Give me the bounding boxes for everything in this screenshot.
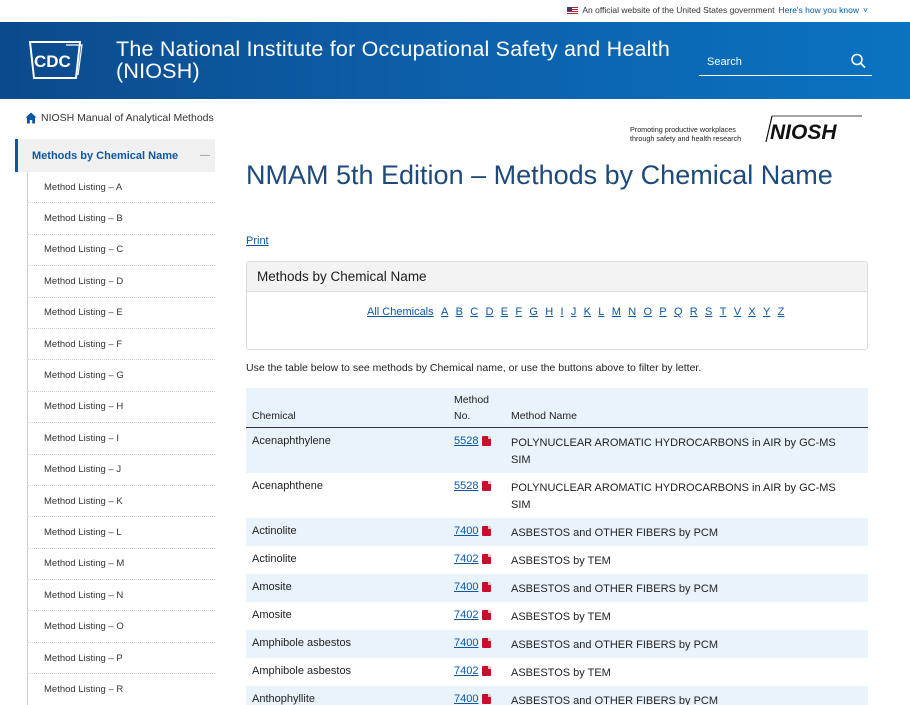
cell-method-name: ASBESTOS by TEM <box>511 555 611 567</box>
column-header-method-name[interactable]: Method Name <box>511 410 577 422</box>
niosh-tagline-line-1: Promoting productive workplaces <box>630 125 736 134</box>
sidebar-item-o[interactable]: Method Listing – O <box>28 611 215 642</box>
method-link[interactable]: 7400 <box>454 525 479 537</box>
sidebar-home-label: NIOSH Manual of Analytical Methods <box>41 112 214 124</box>
cell-chemical: Acenaphthene <box>252 480 323 492</box>
cell-method-number <box>454 553 491 565</box>
sidebar-home-link[interactable] <box>15 110 215 126</box>
filter-letter-j[interactable]: J <box>570 306 577 318</box>
pdf-icon[interactable] <box>482 554 491 564</box>
table-row <box>246 428 868 473</box>
gov-banner <box>0 0 910 22</box>
filter-letter-b[interactable]: B <box>455 306 463 318</box>
filter-letter-n[interactable]: N <box>628 306 637 318</box>
filter-letter-k[interactable]: K <box>583 306 591 318</box>
us-flag-icon <box>567 7 578 14</box>
sidebar-item-h[interactable]: Method Listing – H <box>28 392 215 423</box>
sidebar-item-i[interactable]: Method Listing – I <box>28 423 215 454</box>
niosh-wordmark-text: NIOSH <box>770 121 837 144</box>
cell-method-number <box>454 693 491 705</box>
methods-table <box>246 388 868 705</box>
table-row <box>246 473 868 518</box>
cell-chemical: Actinolite <box>252 525 297 537</box>
pdf-icon[interactable] <box>482 526 491 536</box>
sidebar-item-a[interactable]: Method Listing – A <box>28 172 215 203</box>
search-input[interactable] <box>699 49 872 76</box>
sidebar-item-r[interactable]: Method Listing – R <box>28 674 215 705</box>
filter-letter-o[interactable]: O <box>643 306 652 318</box>
cell-method-name: ASBESTOS and OTHER FIBERS by PCM <box>511 695 719 705</box>
filter-letter-f[interactable]: F <box>515 306 523 318</box>
table-header <box>246 388 868 428</box>
column-header-method-no[interactable]: Method No. <box>454 394 490 422</box>
sidebar-item-l[interactable]: Method Listing – L <box>28 517 215 548</box>
sidebar-item-c[interactable]: Method Listing – C <box>28 235 215 266</box>
home-icon <box>25 112 37 124</box>
cell-chemical: Amphibole asbestos <box>252 665 352 677</box>
filter-letter-q[interactable]: Q <box>673 306 683 318</box>
search-placeholder: Search <box>707 56 742 68</box>
sidebar-item-f[interactable]: Method Listing – F <box>28 329 215 360</box>
site-header <box>0 22 910 99</box>
sidebar-item-n[interactable]: Method Listing – N <box>28 580 215 611</box>
table-row <box>246 630 868 658</box>
filter-letter-p[interactable]: P <box>659 306 667 318</box>
method-link[interactable]: 7400 <box>454 581 479 593</box>
cell-chemical: Actinolite <box>252 553 297 565</box>
cell-method-number <box>454 581 491 593</box>
filter-letter-a[interactable]: A <box>440 306 449 318</box>
filter-letter-v[interactable]: V <box>733 306 742 318</box>
filter-letter-e[interactable]: E <box>500 306 509 318</box>
collapse-icon[interactable]: — <box>200 150 210 161</box>
cell-chemical: Acenaphthylene <box>252 435 331 447</box>
cell-chemical: Amphibole asbestos <box>252 637 352 649</box>
niosh-tagline <box>630 125 741 143</box>
gov-banner-content <box>567 5 868 15</box>
method-link[interactable]: 7400 <box>454 637 479 649</box>
pdf-icon[interactable] <box>482 436 491 446</box>
cell-chemical: Anthophyllite <box>252 693 315 705</box>
cell-method-number <box>454 609 491 621</box>
niosh-wordmark <box>758 114 866 144</box>
cell-method-name: ASBESTOS by TEM <box>511 667 611 679</box>
method-link[interactable]: 7402 <box>454 553 479 565</box>
pdf-icon[interactable] <box>482 694 491 704</box>
cdc-logo-text: CDC <box>34 52 71 71</box>
cell-method-number <box>454 525 491 537</box>
cell-method-name: ASBESTOS and OTHER FIBERS by PCM <box>511 527 719 539</box>
filter-letter-l[interactable]: L <box>598 306 605 318</box>
gov-banner-text: An official website of the United States government <box>582 5 775 15</box>
cell-method-number <box>454 637 491 649</box>
pdf-icon[interactable] <box>482 638 491 648</box>
cell-method-number <box>454 435 491 447</box>
niosh-logo[interactable] <box>630 114 870 144</box>
filter-letter-m[interactable]: M <box>611 306 621 318</box>
sidebar-item-m[interactable]: Method Listing – M <box>28 549 215 580</box>
filter-letter-r[interactable]: R <box>689 306 698 318</box>
filter-letter-d[interactable]: D <box>485 306 494 318</box>
chevron-down-icon[interactable]: ˅ <box>863 5 868 15</box>
cell-method-name: POLYNUCLEAR AROMATIC HYDROCARBONS in AIR by GC-MS SIM <box>511 437 836 466</box>
filter-letter-x[interactable]: X <box>748 306 756 318</box>
filter-letter-h[interactable]: H <box>545 306 554 318</box>
intro-text: Use the table below to see methods by Chemical name, or use the buttons above to filter by letter. <box>246 362 702 374</box>
cell-method-name: ASBESTOS and OTHER FIBERS by PCM <box>511 639 719 651</box>
sidebar-item-b[interactable]: Method Listing – B <box>28 203 215 234</box>
cell-method-number <box>454 665 491 677</box>
sidebar-nav <box>15 110 215 705</box>
filter-letter-c[interactable]: C <box>470 306 479 318</box>
pdf-icon[interactable] <box>482 610 491 620</box>
table-row <box>246 658 868 686</box>
sidebar-item-e[interactable]: Method Listing – E <box>28 298 215 329</box>
site-title[interactable]: The National Institute for Occupational Safety and Health (NIOSH) <box>116 37 670 83</box>
cell-chemical: Amosite <box>252 581 292 593</box>
method-link[interactable]: 7402 <box>454 609 479 621</box>
filter-letter-s[interactable]: S <box>705 306 713 318</box>
method-link[interactable]: 5528 <box>454 480 479 492</box>
method-link[interactable]: 5528 <box>454 435 479 447</box>
method-link[interactable]: 7400 <box>454 693 479 705</box>
cell-method-name: ASBESTOS and OTHER FIBERS by PCM <box>511 583 719 595</box>
method-link[interactable]: 7402 <box>454 665 479 677</box>
niosh-tagline-line-2: through safety and health research <box>630 134 742 143</box>
cell-method-name: POLYNUCLEAR AROMATIC HYDROCARBONS in AIR by GC-MS SIM <box>511 482 836 511</box>
cell-method-name: ASBESTOS by TEM <box>511 611 611 623</box>
table-row <box>246 518 868 546</box>
sidebar-item-g[interactable]: Method Listing – G <box>28 360 215 391</box>
pdf-icon[interactable] <box>482 666 491 676</box>
letter-filter <box>367 306 784 318</box>
page-title: NMAM 5th Edition – Methods by Chemical Name <box>246 160 833 190</box>
filter-letter-t[interactable]: T <box>719 306 727 318</box>
table-row <box>246 546 868 574</box>
pdf-icon[interactable] <box>482 481 491 491</box>
pdf-icon[interactable] <box>482 582 491 592</box>
filter-letter-g[interactable]: G <box>529 306 538 318</box>
filter-letter-y[interactable]: Y <box>763 306 771 318</box>
cdc-logo[interactable] <box>26 41 84 79</box>
filter-all-chemicals[interactable]: All Chemicals <box>367 306 434 318</box>
search-icon[interactable] <box>850 53 866 69</box>
filter-card <box>246 261 868 350</box>
sidebar-list <box>27 172 215 705</box>
filter-card-title: Methods by Chemical Name <box>247 262 867 292</box>
sidebar-item-p[interactable]: Method Listing – P <box>28 643 215 674</box>
table-row <box>246 602 868 630</box>
sidebar-item-k[interactable]: Method Listing – K <box>28 486 215 517</box>
table-row <box>246 686 868 705</box>
sidebar-section-methods-by-chemical-name[interactable] <box>15 139 215 172</box>
sidebar-item-d[interactable]: Method Listing – D <box>28 266 215 297</box>
filter-letter-i[interactable]: I <box>560 306 564 318</box>
heres-how-you-know-link[interactable]: Here's how you know <box>778 5 860 15</box>
cell-method-number <box>454 480 491 492</box>
cell-chemical: Amosite <box>252 609 292 621</box>
table-row <box>246 574 868 602</box>
column-header-chemical[interactable]: Chemical <box>252 410 296 422</box>
sidebar-section-label: Methods by Chemical Name <box>32 149 179 162</box>
filter-letter-z[interactable]: Z <box>777 306 785 318</box>
sidebar-item-j[interactable]: Method Listing – J <box>28 455 215 486</box>
print-link[interactable]: Print <box>246 235 269 247</box>
